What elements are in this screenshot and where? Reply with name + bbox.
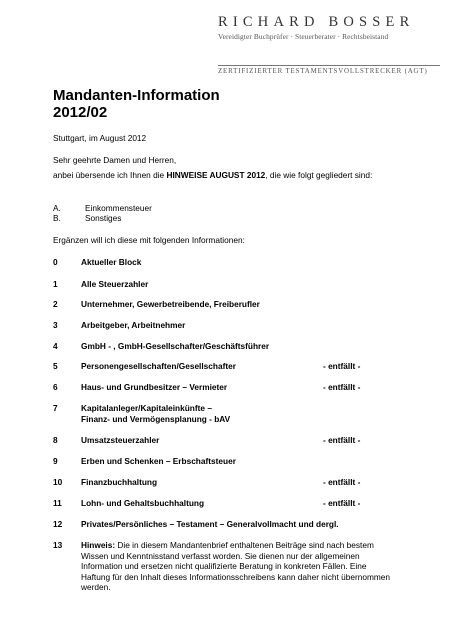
title-line-1: Mandanten-Information bbox=[53, 87, 220, 104]
item-number: 6 bbox=[53, 382, 58, 392]
firm-certification: ZERTIFIZIERTER TESTAMENTSVOLLSTRECKER (AGT) bbox=[218, 68, 428, 75]
item-label: Arbeitgeber, Arbeitnehmer bbox=[81, 320, 186, 330]
letterhead bbox=[218, 14, 440, 41]
item-status: - entfällt - bbox=[323, 498, 361, 508]
item-label: Finanzbuchhaltung bbox=[81, 477, 158, 487]
item-number: 13 bbox=[53, 540, 63, 550]
intro-before: anbei übersende ich Ihnen die bbox=[53, 170, 167, 180]
item-label: Erben und Schenken – Erbschaftsteuer bbox=[81, 456, 236, 466]
intro-highlight: HINWEISE AUGUST 2012 bbox=[166, 170, 266, 180]
disclaimer-text bbox=[81, 540, 393, 593]
item-label-continued: Finanz- und Vermögensplanung - bAV bbox=[81, 413, 231, 424]
section-letter: B. bbox=[53, 213, 61, 223]
date-line: Stuttgart, im August 2012 bbox=[53, 133, 147, 143]
item-label: Personengesellschaften/Gesellschafter bbox=[81, 361, 236, 371]
intro-paragraph bbox=[53, 170, 388, 181]
item-label: Unternehmer, Gewerbetreibende, Freiberufler bbox=[81, 299, 260, 309]
item-label: Haus- und Grundbesitzer – Vermieter bbox=[81, 382, 228, 392]
item-number: 5 bbox=[53, 361, 58, 371]
section-b bbox=[53, 213, 121, 224]
item-number: 12 bbox=[53, 519, 63, 529]
item-number: 7 bbox=[53, 403, 58, 413]
section-a bbox=[53, 203, 152, 214]
item-number: 0 bbox=[53, 257, 58, 267]
item-label: Privates/Persönliches – Testament – Generalvollmacht und dergl. bbox=[81, 519, 339, 529]
firm-name: RICHARD BOSSER bbox=[218, 14, 415, 30]
item-number: 3 bbox=[53, 320, 58, 330]
letterhead-divider bbox=[218, 65, 440, 66]
firm-subtitle: Vereidigter Buchprüfer · Steuerberater · Rechtsbeistand bbox=[218, 32, 389, 41]
item-status: - entfällt - bbox=[323, 361, 361, 371]
item-label: Umsatzsteuerzahler bbox=[81, 435, 160, 445]
disclaimer-body: Die in diesem Mandantenbrief enthaltenen Beiträge sind nach bestem Wissen und Kenntnisstand verfasst worden. Sie dienen nur der allgemeinen Information und ersetzen nicht qualifizierte Beratung in konkreten Fällen. Eine Haftung für den Inhalt dieses Informationsschreibens kann daher nicht übernommen werden. bbox=[81, 540, 391, 592]
item-label-block bbox=[81, 403, 401, 424]
item-number: 9 bbox=[53, 456, 58, 466]
title-line-2: 2012/02 bbox=[53, 104, 108, 121]
section-letter: A. bbox=[53, 203, 61, 213]
item-number: 1 bbox=[53, 279, 58, 289]
item-status: - entfällt - bbox=[323, 477, 361, 487]
more-info-line: Ergänzen will ich diese mit folgenden Informationen: bbox=[53, 235, 245, 245]
item-number: 8 bbox=[53, 435, 58, 445]
document-title bbox=[53, 87, 220, 121]
item-status: - entfällt - bbox=[323, 382, 361, 392]
disclaimer-label: Hinweis: bbox=[81, 540, 116, 550]
item-label: Lohn- und Gehaltsbuchhaltung bbox=[81, 498, 205, 508]
item-label: Aktueller Block bbox=[81, 257, 142, 267]
item-label: Alle Steuerzahler bbox=[81, 279, 149, 289]
item-label: Kapitalanleger/Kapitaleinkünfte – bbox=[81, 403, 212, 413]
item-number: 10 bbox=[53, 477, 63, 487]
item-label: GmbH - , GmbH-Gesellschafter/Geschäftsführer bbox=[81, 341, 270, 351]
item-number: 11 bbox=[53, 498, 62, 508]
section-label: Einkommensteuer bbox=[85, 203, 152, 213]
item-number: 2 bbox=[53, 299, 58, 309]
item-number: 4 bbox=[53, 341, 58, 351]
section-label: Sonstiges bbox=[85, 213, 122, 223]
intro-after: , die wie folgt gegliedert sind: bbox=[265, 170, 373, 180]
item-status: - entfällt - bbox=[323, 435, 361, 445]
greeting: Sehr geehrte Damen und Herren, bbox=[53, 155, 177, 165]
